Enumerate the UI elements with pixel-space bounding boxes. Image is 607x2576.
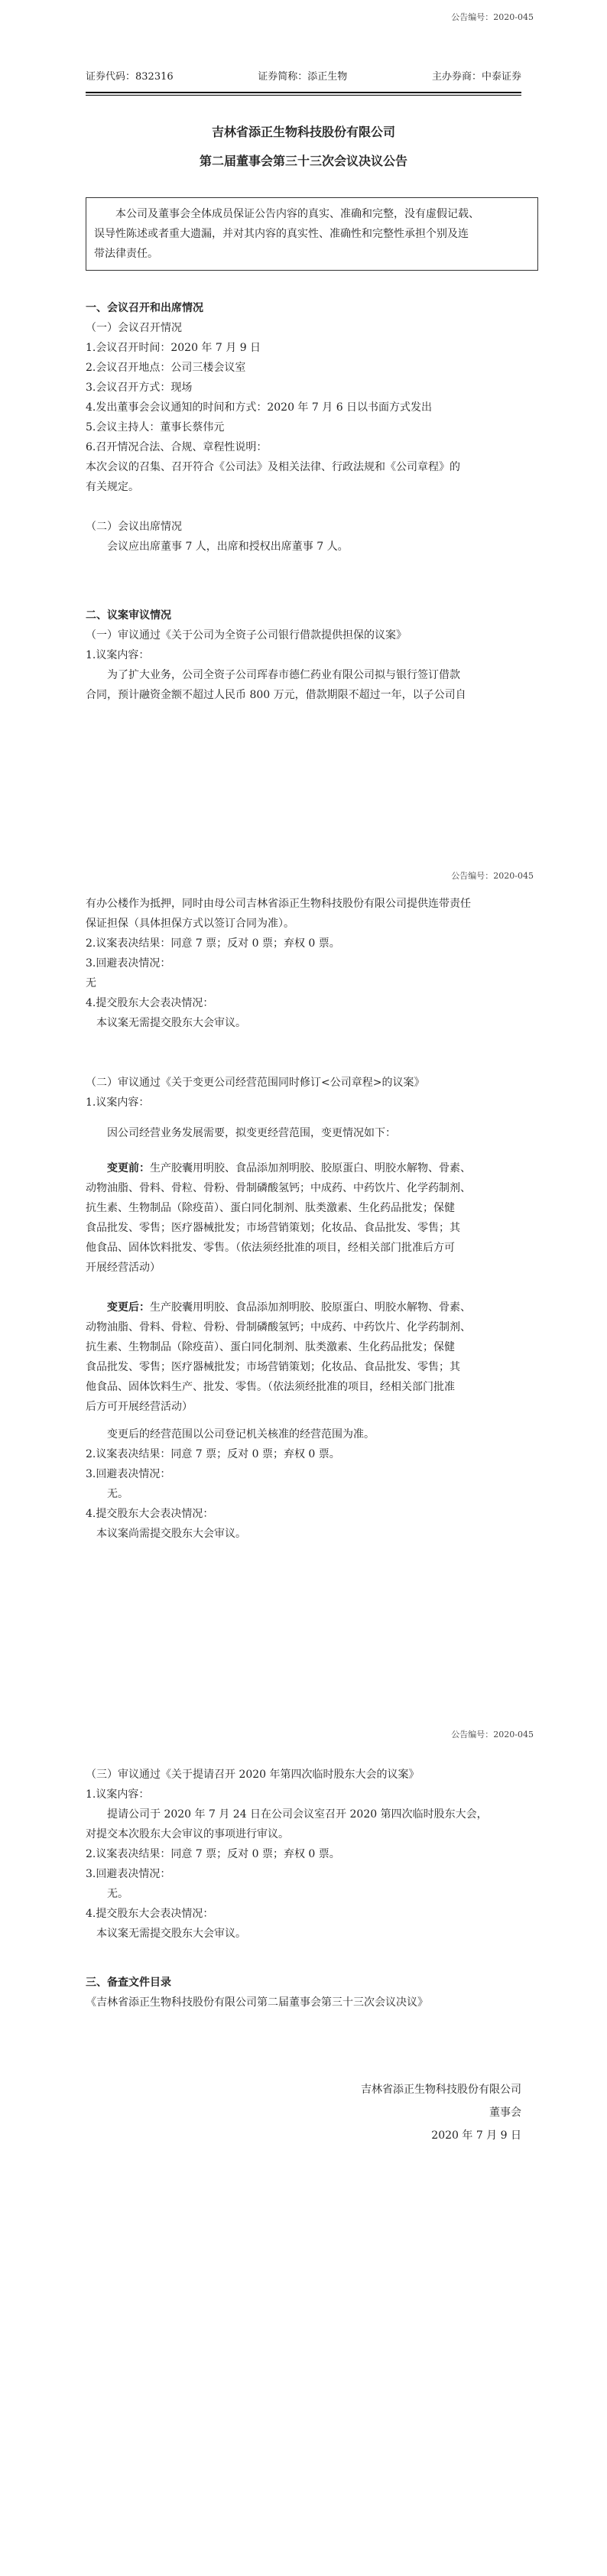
sub-heading-convening: （一）会议召开情况 xyxy=(86,322,182,334)
motion-1-vote: 2.议案表决结果：同意 7 票；反对 0 票；弃权 0 票。 xyxy=(86,937,340,950)
scope-after-text: 动物油脂、骨料、骨粒、骨粉、骨制磷酸氢钙；中成药、中药饮片、化学药制剂、 xyxy=(86,1321,471,1333)
page-1 xyxy=(0,0,607,859)
scope-after-text: 生产胶囊用明胶、食品添加剂明胶、胶原蛋白、明胶水解物、骨素、 xyxy=(150,1301,471,1314)
document-title: 第二届董事会第三十三次会议决议公告 xyxy=(199,154,407,168)
motion-2-avoid-value: 无。 xyxy=(107,1488,128,1500)
motion-3-avoid-value: 无。 xyxy=(107,1888,128,1900)
page-3 xyxy=(0,1717,607,2576)
motion-3-avoid-label: 3.回避表决情况： xyxy=(86,1868,171,1880)
page-tag: 公告编号：2020-045 xyxy=(451,871,534,881)
motion-3-content-label: 1.议案内容： xyxy=(86,1788,150,1801)
motion-1-submit-value: 本议案无需提交股东大会审议。 xyxy=(96,1017,246,1029)
scope-after-text: 他食品、固体饮料生产、批发、零售。（依法须经批准的项目，经相关部门批准 xyxy=(86,1381,455,1393)
meeting-format: 3.会议召开方式：现场 xyxy=(86,382,193,394)
attendance-text: 会议应出席董事 7 人，出席和授权出席董事 7 人。 xyxy=(107,541,349,553)
motion-1-title: （一）审议通过《关于公司为全资子公司银行借款提供担保的议案》 xyxy=(86,629,407,642)
motion-2-avoid-label: 3.回避表决情况： xyxy=(86,1468,171,1480)
page-tag: 公告编号：2020-045 xyxy=(451,1730,534,1740)
scope-after-label: 变更后： xyxy=(107,1301,150,1314)
scope-after-text: 后方可开展经营活动） xyxy=(86,1401,193,1413)
motion-3-title: （三）审议通过《关于提请召开 2020 年第四次临时股东大会的议案》 xyxy=(86,1769,420,1781)
meeting-time: 1.会议召开时间：2020 年 7 月 9 日 xyxy=(86,342,261,354)
compliance-text: 有关规定。 xyxy=(86,481,139,493)
broker: 主办券商：中泰证券 xyxy=(431,71,521,83)
compliance-label: 6.召开情况合法、合规、章程性说明： xyxy=(86,441,268,453)
motion-2-submit-label: 4.提交股东大会表决情况： xyxy=(86,1508,214,1520)
motion-2-title: （二）审议通过《关于变更公司经营范围同时修订<公司章程>的议案》 xyxy=(86,1077,425,1089)
motion-3-submit-value: 本议案无需提交股东大会审议。 xyxy=(96,1928,246,1940)
motion-3-content: 提请公司于 2020 年 7 月 24 日在公司会议室召开 2020 第四次临时股东大会， xyxy=(107,1808,488,1821)
meeting-chair: 5.会议主持人：董事长蔡伟元 xyxy=(86,421,225,434)
scope-after-line xyxy=(86,1298,543,1317)
meta-bar xyxy=(86,67,521,93)
motion-1-submit-label: 4.提交股东大会表决情况： xyxy=(86,997,214,1009)
notice-line: 带法律责任。 xyxy=(94,248,158,260)
meeting-location: 2.会议召开地点：公司三楼会议室 xyxy=(86,362,246,374)
motion-1-content: 保证担保（具体担保方式以签订合同为准）。 xyxy=(86,918,294,930)
motion-3-vote: 2.议案表决结果：同意 7 票；反对 0 票；弃权 0 票。 xyxy=(86,1848,340,1860)
scope-before-text: 开展经营活动） xyxy=(86,1262,161,1274)
motion-3-submit-label: 4.提交股东大会表决情况： xyxy=(86,1908,214,1920)
scope-after-text: 抗生素、生物制品（除疫苗）、蛋白同化制剂、肽类激素、生化药品批发；保健 xyxy=(86,1341,455,1353)
motion-2-content-label: 1.议案内容： xyxy=(86,1096,150,1109)
notice-line: 误导性陈述或者重大遗漏，并对其内容的真实性、准确性和完整性承担个别及连 xyxy=(94,228,469,240)
scope-before-text: 他食品、固体饮料批发、零售。（依法须经批准的项目，经相关部门批准后方可 xyxy=(86,1242,455,1254)
scope-before-text: 动物油脂、骨料、骨粒、骨粉、骨制磷酸氢钙；中成药、中药饮片、化学药制剂、 xyxy=(86,1182,471,1194)
signature-date: 2020 年 7 月 9 日 xyxy=(431,2129,521,2142)
security-name: 证券简称：添正生物 xyxy=(258,71,348,83)
section-1-heading: 一、会议召开和出席情况 xyxy=(86,302,203,314)
motion-1-content: 合同，预计融资金额不超过人民币 800 万元，借款期限不超过一年，以子公司自 xyxy=(86,689,466,701)
sub-heading-attendance: （二）会议出席情况 xyxy=(86,521,182,533)
motion-1-content: 为了扩大业务，公司全资子公司珲春市德仁药业有限公司拟与银行签订借款 xyxy=(107,669,460,681)
scope-final-note: 变更后的经营范围以公司登记机关核准的经营范围为准。 xyxy=(107,1428,375,1441)
security-code: 证券代码：832316 xyxy=(86,71,174,83)
notice-box xyxy=(86,197,538,271)
motion-1-content-label: 1.议案内容： xyxy=(86,649,150,661)
scope-before-text: 生产胶囊用明胶、食品添加剂明胶、胶原蛋白、明胶水解物、骨素、 xyxy=(150,1162,471,1174)
signature-board: 董事会 xyxy=(489,2107,521,2119)
scope-after-text: 食品批发、零售；医疗器械批发；市场营销策划；化妆品、食品批发、零售；其 xyxy=(86,1361,460,1373)
signature-company: 吉林省添正生物科技股份有限公司 xyxy=(361,2084,521,2096)
compliance-text: 本次会议的召集、召开符合《公司法》及相关法律、行政法规和《公司章程》的 xyxy=(86,461,460,473)
motion-3-content: 对提交本次股东大会审议的事项进行审议。 xyxy=(86,1828,289,1840)
scope-before-text: 抗生素、生物制品（除疫苗）、蛋白同化制剂、肽类激素、生化药品批发；保健 xyxy=(86,1202,455,1214)
motion-2-submit-value: 本议案尚需提交股东大会审议。 xyxy=(96,1528,246,1540)
notice-line: 本公司及董事会全体成员保证公告内容的真实、准确和完整，没有虚假记载、 xyxy=(115,208,479,220)
motion-1-avoid-label: 3.回避表决情况： xyxy=(86,957,171,970)
company-title: 吉林省添正生物科技股份有限公司 xyxy=(211,125,395,139)
scope-before-label: 变更前： xyxy=(107,1162,150,1174)
reference-document: 《吉林省添正生物科技股份有限公司第二届董事会第三十三次会议决议》 xyxy=(86,1996,428,2009)
motion-2-intro: 因公司经营业务发展需要，拟变更经营范围，变更情况如下： xyxy=(107,1127,396,1139)
motion-2-vote: 2.议案表决结果：同意 7 票；反对 0 票；弃权 0 票。 xyxy=(86,1448,340,1460)
notice-sent: 4.发出董事会会议通知的时间和方式：2020 年 7 月 6 日以书面方式发出 xyxy=(86,401,433,414)
scope-before-line xyxy=(86,1158,543,1178)
page-tag: 公告编号：2020-045 xyxy=(451,12,534,22)
motion-1-avoid-value: 无 xyxy=(86,977,96,989)
motion-1-content: 有办公楼作为抵押，同时由母公司吉林省添正生物科技股份有限公司提供连带责任 xyxy=(86,898,471,910)
page-2 xyxy=(0,859,607,1717)
section-3-heading: 三、备查文件目录 xyxy=(86,1977,171,1989)
section-2-heading: 二、议案审议情况 xyxy=(86,609,171,622)
scope-before-text: 食品批发、零售；医疗器械批发；市场营销策划；化妆品、食品批发、零售；其 xyxy=(86,1222,460,1234)
